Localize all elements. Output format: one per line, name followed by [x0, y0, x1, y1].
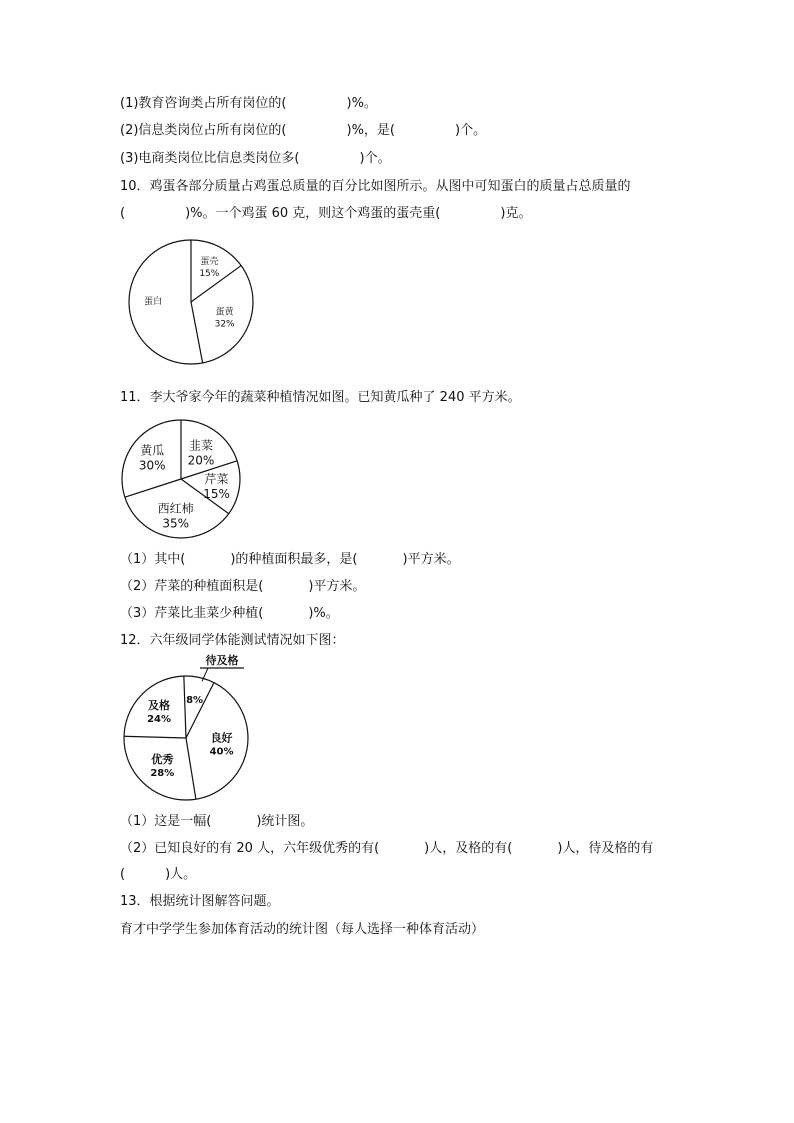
- pie-slice-label: 良好: [210, 731, 233, 745]
- pie-slice-label: 西红柿: [157, 501, 194, 516]
- q10-stem: 10．鸡蛋各部分质量占鸡蛋总质量的百分比如图所示。从图中可知蛋白的质量占总质量的: [120, 179, 631, 194]
- q11-item-2: （2）芹菜的种植面积是( )平方米。: [120, 579, 366, 594]
- pie-slice-label: 及格: [148, 699, 171, 713]
- pie-slice-value-label: 35%: [162, 516, 190, 531]
- q13-chart-title: 育才中学学生参加体育活动的统计图（每人选择一种体育活动）: [120, 922, 485, 937]
- pie-slice-label: 蛋壳: [200, 256, 219, 267]
- pie-callout-label: 待及格: [205, 654, 239, 667]
- q9-item-2: (2)信息类岗位占所有岗位的( )%，是( )个。: [120, 123, 487, 138]
- q11-stem: 11．李大爷家今年的蔬菜种植情况如图。已知黄瓜种了 240 平方米。: [120, 390, 521, 405]
- pie-slice-value-label: 20%: [187, 453, 215, 468]
- pie-slice-value-label: 40%: [209, 746, 234, 758]
- q9-item-1: (1)教育咨询类占所有岗位的( )%。: [120, 96, 377, 111]
- pie-slice-label: 蛋白: [144, 297, 163, 308]
- pie-slice-value-label: 15%: [203, 486, 230, 501]
- q11-item-1: （1）其中( )的种植面积最多，是( )平方米。: [120, 552, 460, 567]
- pie-slice-value-label: 30%: [138, 458, 166, 473]
- egg-pie-chart: [127, 238, 257, 368]
- q10-stem-2: ( )%。一个鸡蛋 60 克，则这个鸡蛋的蛋壳重( )克。: [120, 206, 532, 221]
- pie-slice-label: 蛋黄: [215, 307, 234, 318]
- q12-item-2: （2）已知良好的有 20 人，六年级优秀的有( )人，及格的有( )人，待及格的有: [120, 841, 654, 856]
- pie-slice-label: 韭菜: [188, 438, 213, 453]
- vegetable-pie-chart: [120, 418, 244, 542]
- pie-slice-value-label: 28%: [150, 768, 175, 780]
- q12-stem: 12．六年级同学体能测试情况如下图：: [120, 633, 345, 648]
- pie-slice-value-label: 15%: [199, 268, 220, 279]
- pie-slice-value-label: 32%: [214, 319, 235, 330]
- q9-item-3: (3)电商类岗位比信息类岗位多( )个。: [120, 151, 391, 166]
- q12-item-1: （1）这是一幅( )统计图。: [120, 814, 314, 829]
- q11-item-3: （3）芹菜比韭菜少种植( )%。: [120, 606, 339, 621]
- pie-slice-value-label: 8%: [186, 694, 204, 706]
- pie-slice-label: 芹菜: [204, 471, 229, 486]
- fitness-pie-chart: [118, 654, 258, 804]
- pie-slice-label: 优秀: [151, 753, 174, 767]
- pie-slice-label: 黄瓜: [140, 443, 165, 458]
- q12-item-2-cont: ( )人。: [120, 867, 197, 882]
- pie-slice-value-label: 24%: [147, 714, 172, 726]
- q13-stem: 13．根据统计图解答问题。: [120, 894, 280, 909]
